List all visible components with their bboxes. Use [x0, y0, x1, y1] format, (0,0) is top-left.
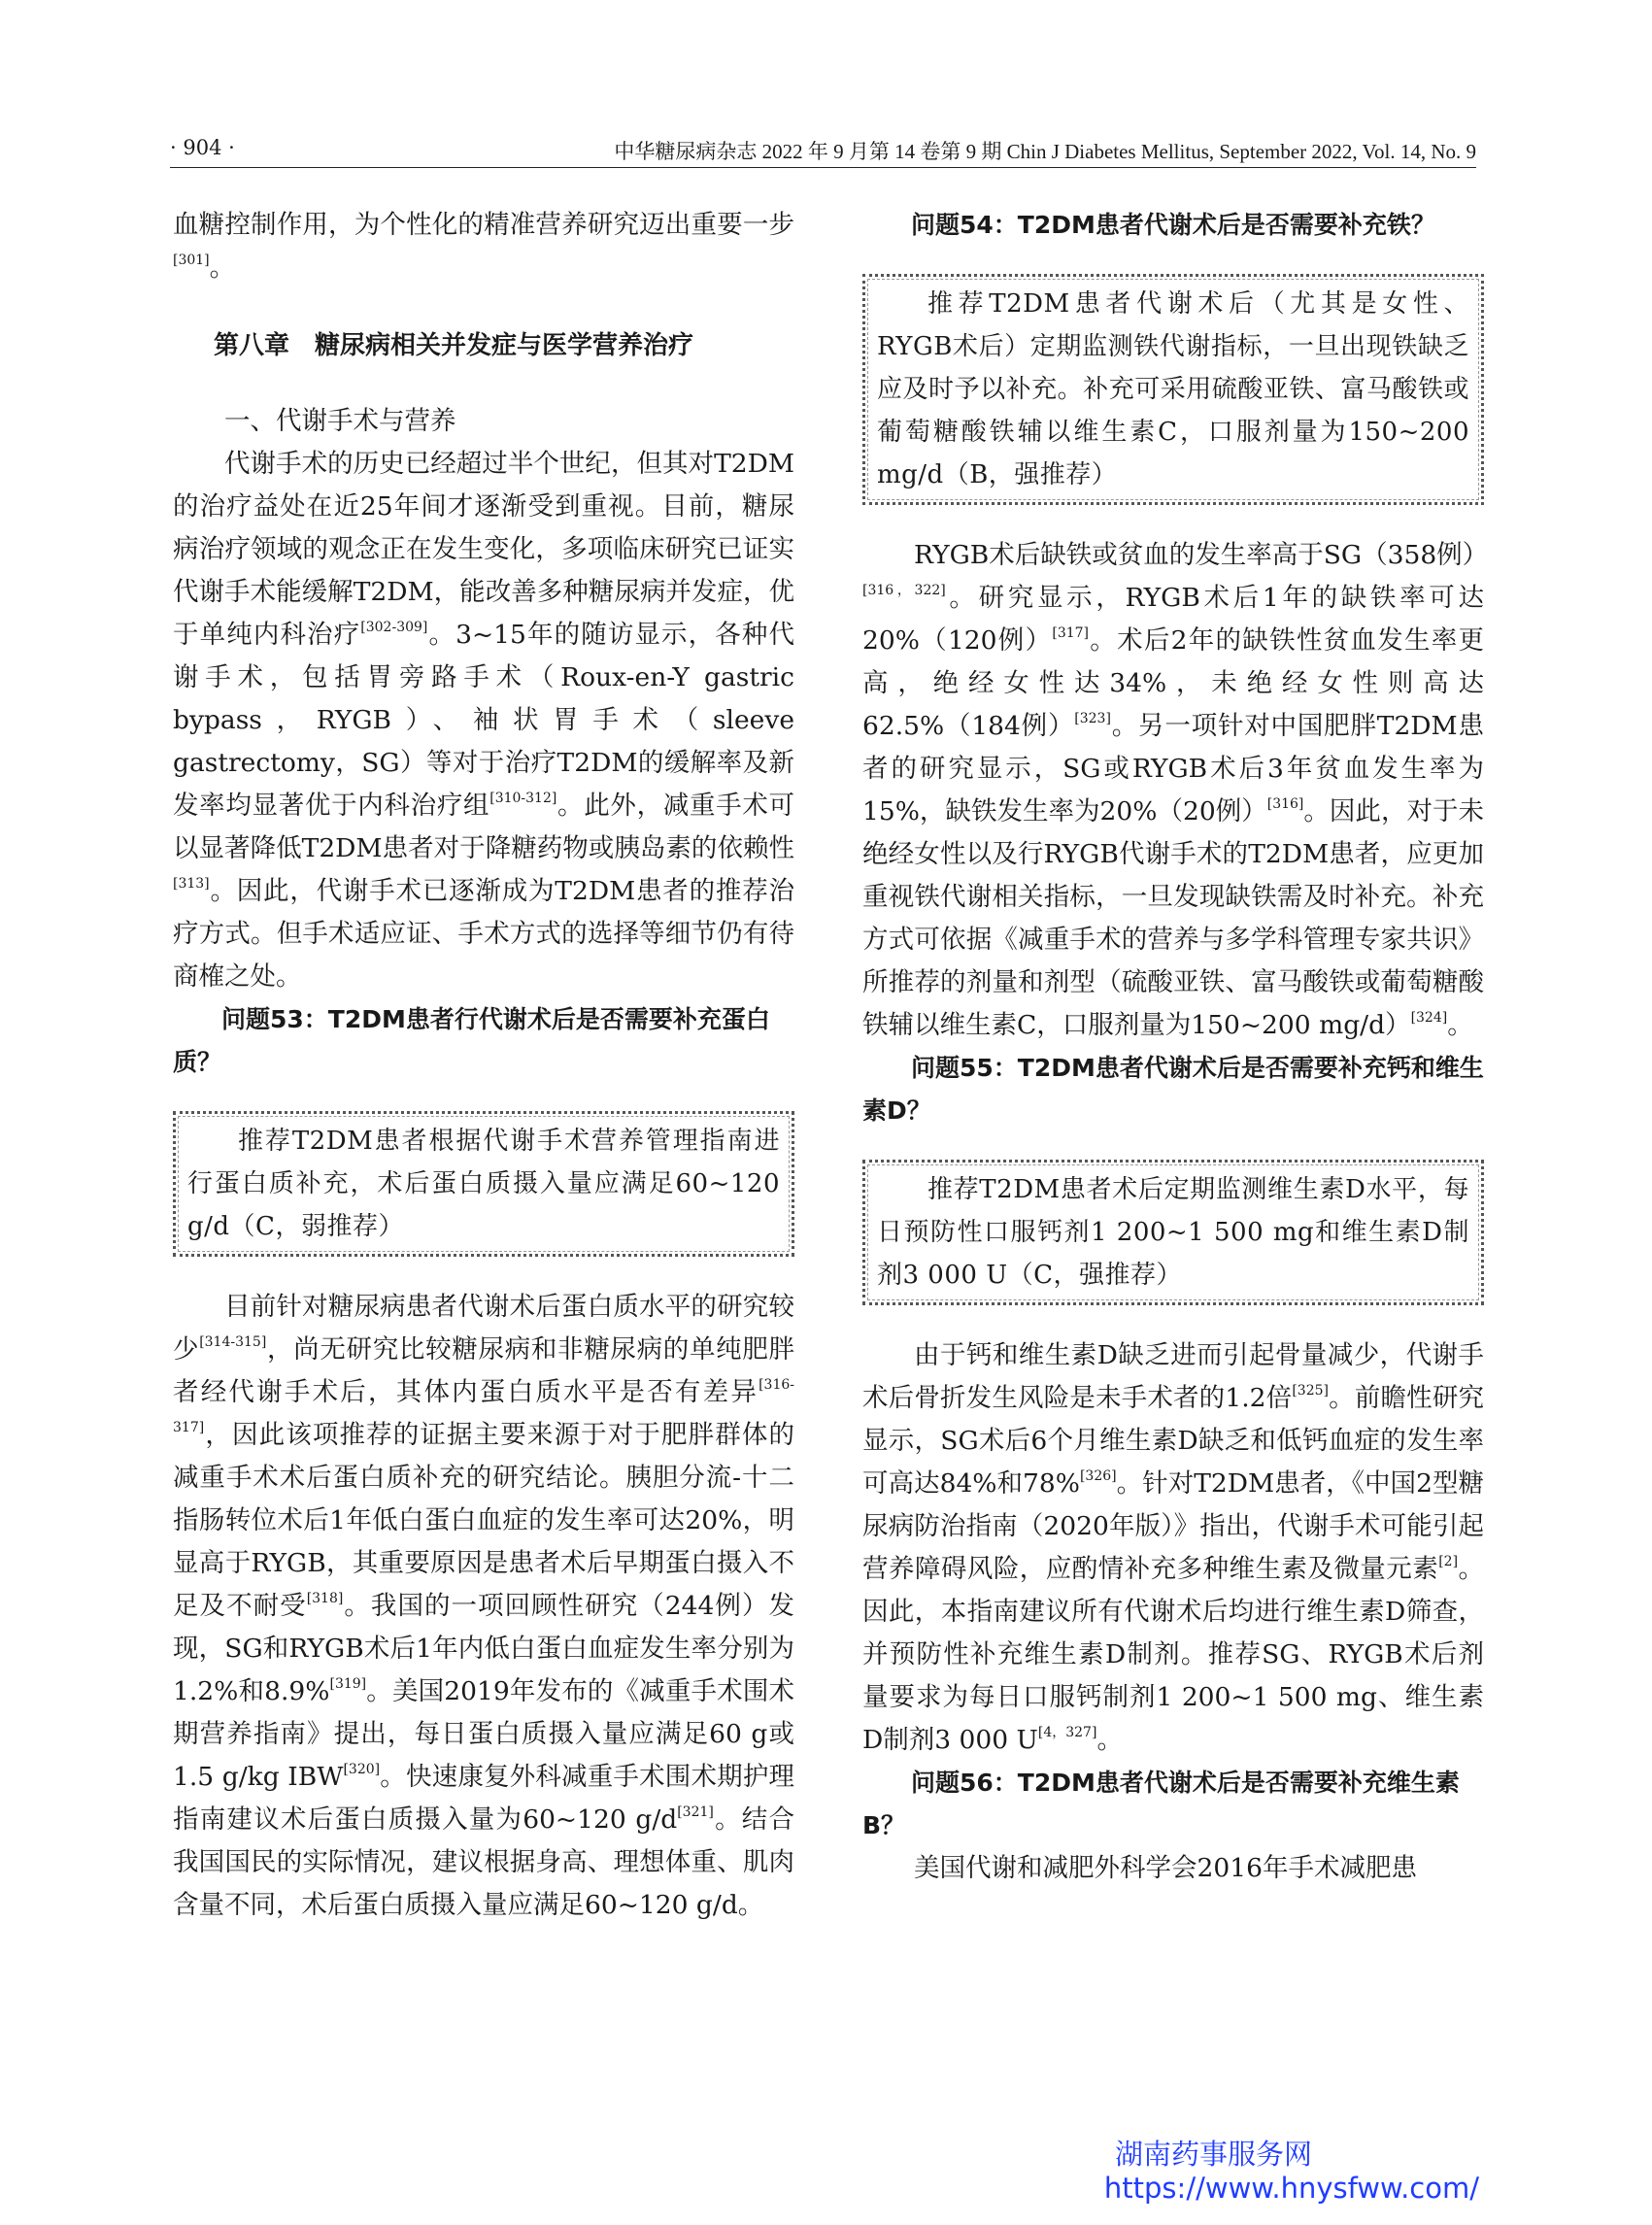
right-column	[862, 204, 1489, 1890]
recommendation-text: 推荐T2DM患者术后定期监测维生素D水平，每日预防性口服钙剂1 200~1 500 mg和维生素D制剂3 000 U（C，强推荐）	[877, 1175, 1469, 1290]
intro-paragraph: 血糖控制作用，为个性化的精准营养研究迈出重要一步[301]。	[173, 210, 794, 283]
question-55-heading: 问题55：T2DM患者代谢术后是否需要补充钙和维生素D？	[862, 1054, 1484, 1125]
body-paragraph: 目前针对糖尿病患者代谢术后蛋白质水平的研究较少[314-315]，尚无研究比较糖尿病和非糖尿病的单纯肥胖者经代谢手术后，其体内蛋白质水平是否有差异[316-317]，因此该项推荐的证据主要来源于对于肥胖群体的减重手术术后蛋白质补充的研究结论。胰胆分流-十二指肠转位术后1年低白蛋白血症的发生率可达20%，明显高于RYGB，其重要原因是患者术后早期蛋白摄入不足及不耐受[318]。我国的一项回顾性研究（244例）发现，SG和RYGB术后1年内低白蛋白血症发生率分别为1.2%和8.9%[319]。美国2019年发布的《减重手术围术期营养指南》提出，每日蛋白质摄入量应满足60 g或1.5 g/kg IBW[320]。快速康复外科减重手术围术期护理指南建议术后蛋白质摄入量为60~120 g/d[321]。结合我国国民的实际情况，建议根据身高、理想体重、肌肉含量不同，术后蛋白质摄入量应满足60~120 g/d。	[173, 1292, 795, 1920]
question-53-heading: 问题53：T2DM患者行代谢术后是否需要补充蛋白质？	[173, 1005, 770, 1076]
recommendation-text: 推荐T2DM患者根据代谢手术营养管理指南进行蛋白质补充，术后蛋白质摄入量应满足60~120 g/d（C，弱推荐）	[187, 1127, 780, 1241]
journal-citation: 中华糖尿病杂志 2022 年 9 月第 14 卷第 9 期 Chin J Diabetes Mellitus, September 2022, Vol. 14, No. 9	[614, 140, 1476, 163]
page-number: · 904 ·	[170, 136, 235, 159]
body-paragraph: 美国代谢和减肥外科学会2016年手术减肥患	[914, 1853, 1417, 1883]
left-column	[173, 204, 794, 1927]
body-paragraph: 代谢手术的历史已经超过半个世纪，但其对T2DM的治疗益处在近25年间才逐渐受到重视。目前，糖尿病治疗领域的观念正在发生变化，多项临床研究已证实代谢手术能缓解T2DM，能改善多种糖尿病并发症，优于单纯内科治疗[302-309]。3~15年的随访显示，各种代谢手术，包括胃旁路手术（Roux-en-Y gastric bypass，RYGB）、袖状胃手术（sleeve gastrectomy，SG）等对于治疗T2DM的缓解率及新发率均显著优于内科治疗组[310-312]。此外，减重手术可以显著降低T2DM患者对于降糖药物或胰岛素的依赖性[313]。因此，代谢手术已逐渐成为T2DM患者的推荐治疗方式。但手术适应证、手术方式的选择等细节仍有待商榷之处。	[173, 449, 795, 992]
question-54-heading: 问题54：T2DM患者代谢术后是否需要补充铁？	[911, 211, 1435, 239]
recommendation-box-54	[862, 274, 1484, 505]
body-paragraph: 由于钙和维生素D缺乏进而引起骨量减少，代谢手术后骨折发生风险是未手术者的1.2倍[325]。前瞻性研究显示，SG术后6个月维生素D缺乏和低钙血症的发生率可高达84%和78%[326]。针对T2DM患者，《中国2型糖尿病防治指南（2020年版）》指出，代谢手术可能引起营养障碍风险，应酌情补充多种维生素及微量元素[2]。因此，本指南建议所有代谢术后均进行维生素D筛查，并预防性补充维生素D制剂。推荐SG、RYGB术后剂量要求为每日口服钙制剂1 200~1 500 mg、维生素D制剂3 000 U[4，327]。	[862, 1340, 1485, 1755]
recommendation-text: 推荐T2DM患者代谢术后（尤其是女性、RYGB术后）定期监测铁代谢指标，一旦出现铁缺乏应及时予以补充。补充可采用硫酸亚铁、富马酸铁或葡萄糖酸铁辅以维生素C，口服剂量为150~200 mg/d（B，强推荐）	[877, 289, 1469, 489]
recommendation-box-53	[173, 1111, 794, 1257]
recommendation-box-55	[862, 1160, 1484, 1305]
chapter-heading: 第八章 糖尿病相关并发症与医学营养治疗	[214, 331, 694, 360]
body-paragraph: RYGB术后缺铁或贫血的发生率高于SG（358例）[316，322]。研究显示，RYGB术后1年的缺铁率可达20%（120例）[317]。术后2年的缺铁性贫血发生率更高，绝经女性达34%，未绝经女性则高达62.5%（184例）[323]。另一项针对中国肥胖T2DM患者的研究显示，SG或RYGB术后3年贫血发生率为15%，缺铁发生率为20%（20例）[316]。因此，对于未绝经女性以及行RYGB代谢手术的T2DM患者，应更加重视铁代谢相关指标，一旦发现缺铁需及时补充。补充方式可依据《减重手术的营养与多学科管理专家共识》所推荐的剂量和剂型（硫酸亚铁、富马酸铁或葡萄糖酸铁辅以维生素C，口服剂量为150~200 mg/d）[324]。	[862, 540, 1489, 1040]
running-header	[170, 132, 1476, 168]
watermark-site-name: 湖南药事服务网	[1114, 2138, 1312, 2171]
section-heading: 一、代谢手术与营养	[224, 406, 456, 436]
question-56-heading: 问题56：T2DM患者代谢术后是否需要补充维生素B？	[862, 1769, 1460, 1839]
watermark-url[interactable]: https://www.hnysfww.com/	[1103, 2172, 1479, 2205]
